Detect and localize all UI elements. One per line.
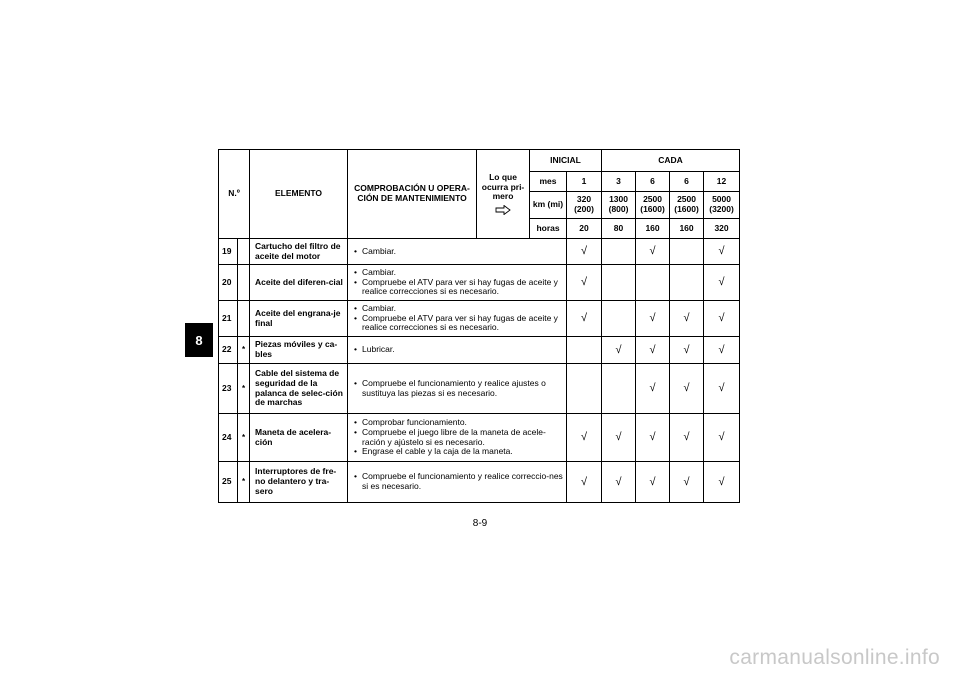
check-mark-icon: √	[683, 382, 690, 395]
check-mark-icon: √	[718, 382, 725, 395]
check-cell	[670, 265, 704, 301]
check-cell	[670, 462, 704, 503]
interval-value: 20	[567, 219, 602, 239]
check-cell	[704, 364, 740, 414]
header-every: CADA	[602, 150, 740, 172]
action-list	[350, 268, 564, 297]
action-list	[350, 345, 564, 355]
table-row	[219, 265, 740, 301]
check-mark-icon: √	[718, 431, 725, 444]
check-cell	[567, 462, 602, 503]
check-cell	[567, 414, 602, 462]
check-mark-icon: √	[615, 431, 622, 444]
action-item: • Cambiar.	[352, 247, 564, 257]
action-item: • Compruebe el ATV para ver si hay fugas de aceite y realice correcciones si es necesario.	[352, 314, 564, 334]
row-number: 21	[219, 301, 238, 337]
row-item: Aceite del diferen-cial	[250, 265, 348, 301]
action-item: • Cambiar.	[352, 268, 564, 278]
check-cell	[567, 337, 602, 364]
row-number: 22	[219, 337, 238, 364]
row-actions	[348, 462, 567, 503]
action-item: • Compruebe el juego libre de la maneta de acele-ración y ajústelo si es necesario.	[352, 428, 564, 448]
interval-value: 3	[602, 172, 636, 192]
action-item: • Compruebe el ATV para ver si hay fugas de aceite y realice correcciones si es necesario.	[352, 278, 564, 298]
action-item: • Engrase el cable y la caja de la maneta.	[352, 447, 564, 457]
interval-value: 1	[567, 172, 602, 192]
check-cell	[602, 239, 636, 265]
check-cell	[636, 301, 670, 337]
check-cell	[636, 265, 670, 301]
header-whichever-label: Lo que ocurra pri-mero	[481, 171, 525, 202]
check-mark-icon: √	[649, 382, 656, 395]
unit-label: mes	[530, 172, 567, 192]
check-mark-icon: √	[649, 245, 656, 258]
row-actions	[348, 239, 567, 265]
interval-value: 5000 (3200)	[704, 192, 740, 219]
action-item: • Compruebe el funcionamiento y realice correccio-nes si es necesario.	[352, 472, 564, 492]
check-mark-icon: √	[683, 431, 690, 444]
action-item: • Compruebe el funcionamiento y realice ajustes o sustituya las piezas si es necesario.	[352, 379, 564, 399]
table-row	[219, 301, 740, 337]
check-cell	[670, 301, 704, 337]
check-cell	[704, 337, 740, 364]
row-number: 19	[219, 239, 238, 265]
action-list	[350, 472, 564, 492]
row-item: Maneta de acelera-ción	[250, 414, 348, 462]
check-cell	[602, 337, 636, 364]
header-whichever	[477, 150, 530, 239]
check-cell	[567, 364, 602, 414]
check-mark-icon: √	[615, 343, 622, 356]
check-cell	[567, 301, 602, 337]
interval-value: 6	[636, 172, 670, 192]
check-cell	[704, 265, 740, 301]
check-mark-icon: √	[581, 431, 588, 444]
action-list	[350, 304, 564, 333]
maintenance-table	[218, 149, 740, 503]
check-mark-icon: √	[615, 475, 622, 488]
row-actions	[348, 301, 567, 337]
action-list	[350, 247, 564, 257]
interval-value: 2500 (1600)	[670, 192, 704, 219]
check-cell	[670, 364, 704, 414]
check-mark-icon: √	[683, 312, 690, 325]
header-item: ELEMENTO	[250, 150, 348, 239]
interval-value: 160	[636, 219, 670, 239]
row-star-mark: *	[238, 462, 250, 503]
check-cell	[602, 265, 636, 301]
row-star-mark: *	[238, 337, 250, 364]
interval-value: 320 (200)	[567, 192, 602, 219]
interval-value: 1300 (800)	[602, 192, 636, 219]
interval-value: 6	[670, 172, 704, 192]
row-star-mark: *	[238, 364, 250, 414]
header-number: N.º	[219, 150, 250, 239]
check-cell	[704, 301, 740, 337]
table-row	[219, 364, 740, 414]
row-number: 24	[219, 414, 238, 462]
row-item: Cartucho del filtro de aceite del motor	[250, 239, 348, 265]
check-cell	[636, 337, 670, 364]
check-mark-icon: √	[649, 475, 656, 488]
check-cell	[567, 265, 602, 301]
interval-value: 320	[704, 219, 740, 239]
check-cell	[602, 364, 636, 414]
row-star-mark	[238, 301, 250, 337]
check-cell	[636, 239, 670, 265]
action-item: • Lubricar.	[352, 345, 564, 355]
check-cell	[704, 462, 740, 503]
row-item: Aceite del engrana-je final	[250, 301, 348, 337]
check-cell	[670, 414, 704, 462]
check-cell	[704, 414, 740, 462]
check-mark-icon: √	[718, 245, 725, 258]
check-cell	[636, 462, 670, 503]
table-row	[219, 462, 740, 503]
table-body	[219, 239, 740, 503]
check-mark-icon: √	[718, 276, 725, 289]
check-cell	[670, 337, 704, 364]
action-list	[350, 418, 564, 457]
check-cell	[602, 301, 636, 337]
interval-value: 160	[670, 219, 704, 239]
row-item: Cable del sistema de seguridad de la palanca de selec-ción de marchas	[250, 364, 348, 414]
row-actions	[348, 364, 567, 414]
watermark: carmanualsonline.info	[729, 646, 940, 669]
row-item: Piezas móviles y ca-bles	[250, 337, 348, 364]
check-mark-icon: √	[581, 245, 588, 258]
table-row	[219, 239, 740, 265]
check-cell	[636, 364, 670, 414]
check-mark-icon: √	[718, 312, 725, 325]
action-list	[350, 379, 564, 399]
check-mark-icon: √	[649, 343, 656, 356]
action-item: • Cambiar.	[352, 304, 564, 314]
check-cell	[602, 414, 636, 462]
interval-value: 12	[704, 172, 740, 192]
check-mark-icon: √	[581, 276, 588, 289]
row-star-mark	[238, 265, 250, 301]
table-row	[219, 337, 740, 364]
row-actions	[348, 414, 567, 462]
row-star-mark: *	[238, 414, 250, 462]
check-mark-icon: √	[683, 343, 690, 356]
row-actions	[348, 265, 567, 301]
chapter-tab: 8	[185, 323, 213, 357]
check-cell	[670, 239, 704, 265]
row-number: 20	[219, 265, 238, 301]
check-mark-icon: √	[581, 312, 588, 325]
check-mark-icon: √	[718, 475, 725, 488]
interval-value: 2500 (1600)	[636, 192, 670, 219]
check-cell	[602, 462, 636, 503]
table-header	[219, 150, 740, 239]
interval-value: 80	[602, 219, 636, 239]
check-mark-icon: √	[581, 475, 588, 488]
row-number: 25	[219, 462, 238, 503]
row-item: Interruptores de fre-no delantero y tra-sero	[250, 462, 348, 503]
check-mark-icon: √	[683, 475, 690, 488]
header-check: COMPROBACIÓN U OPERA-CIÓN DE MANTENIMIENTO	[348, 150, 477, 239]
header-initial: INICIAL	[530, 150, 602, 172]
check-cell	[567, 239, 602, 265]
row-star-mark	[238, 239, 250, 265]
check-cell	[636, 414, 670, 462]
check-mark-icon: √	[649, 312, 656, 325]
row-actions	[348, 337, 567, 364]
action-item: • Comprobar funcionamiento.	[352, 418, 564, 428]
unit-label: km (mi)	[530, 192, 567, 219]
table-row	[219, 414, 740, 462]
check-mark-icon: √	[649, 431, 656, 444]
unit-label: horas	[530, 219, 567, 239]
row-number: 23	[219, 364, 238, 414]
arrow-right-icon	[495, 205, 511, 215]
check-mark-icon: √	[718, 343, 725, 356]
page-number: 8-9	[472, 518, 488, 529]
check-cell	[704, 239, 740, 265]
